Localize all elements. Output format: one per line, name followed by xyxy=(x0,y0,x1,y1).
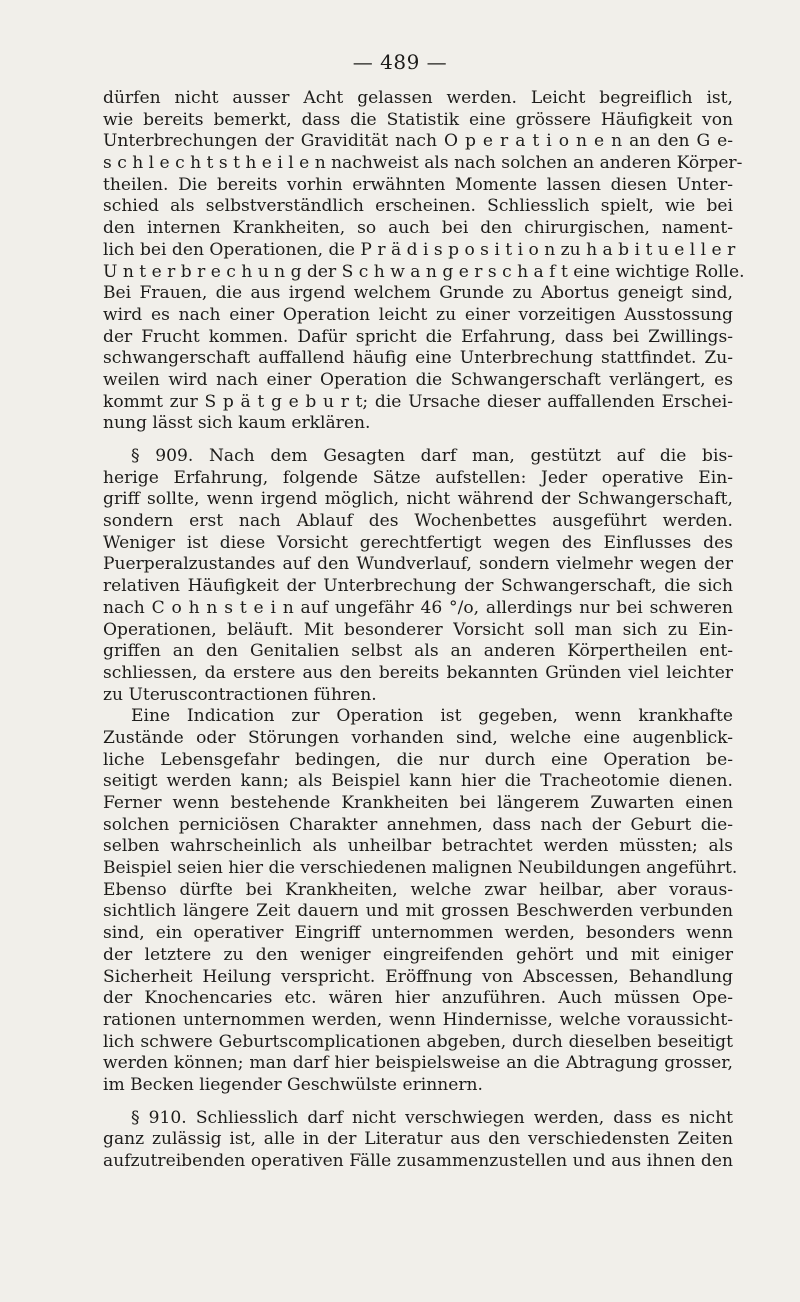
text-line: Eine Indication zur Operation ist gegeben, wenn krankhafte xyxy=(131,706,733,727)
text-line: aufzutreibenden operativen Fälle zusammenzustellen und aus ihnen den xyxy=(103,1151,733,1171)
text-line: sondern erst nach Ablauf des Wochenbettes ausgeführt werden. xyxy=(103,511,733,532)
text-line: seitigt werden kann; als Beispiel kann hier die Tracheotomie dienen. xyxy=(103,771,733,792)
text-line: griffen an den Genitalien selbst als an anderen Körpertheilen ent- xyxy=(103,641,733,662)
text-line: Sicherheit Heilung verspricht. Eröffnung von Abscessen, Behandlung xyxy=(103,966,733,987)
text-line: schwangerschaft auffallend häufig eine Unterbrechung stattfindet. Zu- xyxy=(103,348,733,369)
text-line: der Frucht kommen. Dafür spricht die Erfahrung, dass bei Zwillings- xyxy=(103,326,733,347)
text-line: nung lässt sich kaum erklären. xyxy=(103,413,371,434)
text-line: den internen Krankheiten, so auch bei den chirurgischen, nament- xyxy=(103,218,733,239)
text-line: griff sollte, wenn irgend möglich, nicht während der Schwangerschaft, xyxy=(103,489,733,510)
text-line: der letztere zu den weniger eingreifenden gehört und mit einiger xyxy=(103,944,733,965)
paragraph-gap xyxy=(103,435,733,446)
text-line: lich bei den Operationen, die P r ä d i s p o s i t i o n zu h a b i t u e l l e r xyxy=(103,239,736,260)
paragraph xyxy=(103,706,738,1096)
paragraph-gap xyxy=(103,1097,733,1108)
text-line: weilen wird nach einer Operation die Schwangerschaft verlängert, es xyxy=(103,369,733,390)
text-line: kommt zur S p ä t g e b u r t; die Ursache dieser auffallenden Erschei- xyxy=(103,391,733,412)
text-line: wie bereits bemerkt, dass die Statistik eine grössere Häufigkeit von xyxy=(103,109,733,130)
text-line: wird es nach einer Operation leicht zu einer vorzeitigen Ausstossung xyxy=(103,304,733,325)
text-line: der Knochencaries etc. wären hier anzuführen. Auch müssen Ope- xyxy=(103,988,733,1009)
text-line: s c h l e c h t s t h e i l e n nachweist als nach solchen an anderen Körper- xyxy=(103,153,743,174)
text-line: Zustände oder Störungen vorhanden sind, welche eine augenblick- xyxy=(103,727,733,748)
text-line: ganz zulässig ist, alle in der Literatur aus den verschiedensten Zeiten xyxy=(103,1129,733,1150)
text-line: im Becken liegender Geschwülste erinnern. xyxy=(103,1074,483,1095)
text-line: liche Lebensgefahr bedingen, die nur durch eine Operation be- xyxy=(103,749,733,770)
page-number: — 489 — xyxy=(352,50,448,74)
text-line: § 909. Nach dem Gesagten darf man, gestützt auf die bis- xyxy=(131,446,733,466)
paragraph xyxy=(103,88,745,435)
text-line: sind, ein operativer Eingriff unternommen werden, besonders wenn xyxy=(103,923,733,944)
text-line: Bei Frauen, die aus irgend welchem Grunde zu Abortus geneigt sind, xyxy=(103,283,733,304)
body-text xyxy=(103,88,745,1173)
text-line: schied als selbstverständlich erscheinen. Schliesslich spielt, wie bei xyxy=(103,196,733,217)
text-line: theilen. Die bereits vorhin erwähnten Momente lassen diesen Unter- xyxy=(103,174,733,195)
text-line: U n t e r b r e c h u n g der S c h w a n g e r s c h a f t eine wichtige Rolle. xyxy=(103,261,745,282)
text-line: dürfen nicht ausser Acht gelassen werden. Leicht begreiflich ist, xyxy=(103,88,733,108)
text-line: Puerperalzustandes auf den Wundverlauf, sondern vielmehr wegen der xyxy=(103,554,733,575)
text-line: sichtlich längere Zeit dauern und mit grossen Beschwerden verbunden xyxy=(103,901,733,922)
text-line: Weniger ist diese Vorsicht gerechtfertigt wegen des Einflusses des xyxy=(103,532,733,553)
text-line: schliessen, da erstere aus den bereits bekannten Gründen viel leichter xyxy=(103,662,733,683)
text-line: Unterbrechungen der Gravidität nach O p e r a t i o n e n an den G e- xyxy=(103,131,733,152)
text-line: relativen Häufigkeit der Unterbrechung der Schwangerschaft, die sich xyxy=(103,576,733,597)
text-line: Ferner wenn bestehende Krankheiten bei längerem Zuwarten einen xyxy=(103,793,733,813)
text-line: Ebenso dürfte bei Krankheiten, welche zwar heilbar, aber voraus- xyxy=(103,879,733,900)
text-line: rationen unternommen werden, wenn Hindernisse, welche voraussicht- xyxy=(103,1009,733,1030)
text-line: lich schwere Geburtscomplicationen abgeben, durch dieselben beseitigt xyxy=(103,1031,733,1052)
text-line: selben wahrscheinlich als unheilbar betrachtet werden müssten; als xyxy=(103,836,733,857)
paragraph xyxy=(103,446,733,706)
text-line: Beispiel seien hier die verschiedenen malignen Neubildungen angeführt. xyxy=(103,858,738,879)
paragraph xyxy=(103,1108,733,1173)
text-line: § 910. Schliesslich darf nicht verschwiegen werden, dass es nicht xyxy=(131,1107,733,1128)
text-line: zu Uteruscontractionen führen. xyxy=(103,684,377,705)
text-line: solchen perniciösen Charakter annehmen, dass nach der Geburt die- xyxy=(103,814,733,835)
text-line: nach C o h n s t e i n auf ungefähr 46 °/o, allerdings nur bei schweren xyxy=(103,597,733,618)
text-line: herige Erfahrung, folgende Sätze aufstellen: Jeder operative Ein- xyxy=(103,467,733,488)
text-line: Operationen, beläuft. Mit besonderer Vorsicht soll man sich zu Ein- xyxy=(103,619,733,640)
text-line: werden können; man darf hier beispielsweise an die Abtragung grosser, xyxy=(103,1053,733,1074)
